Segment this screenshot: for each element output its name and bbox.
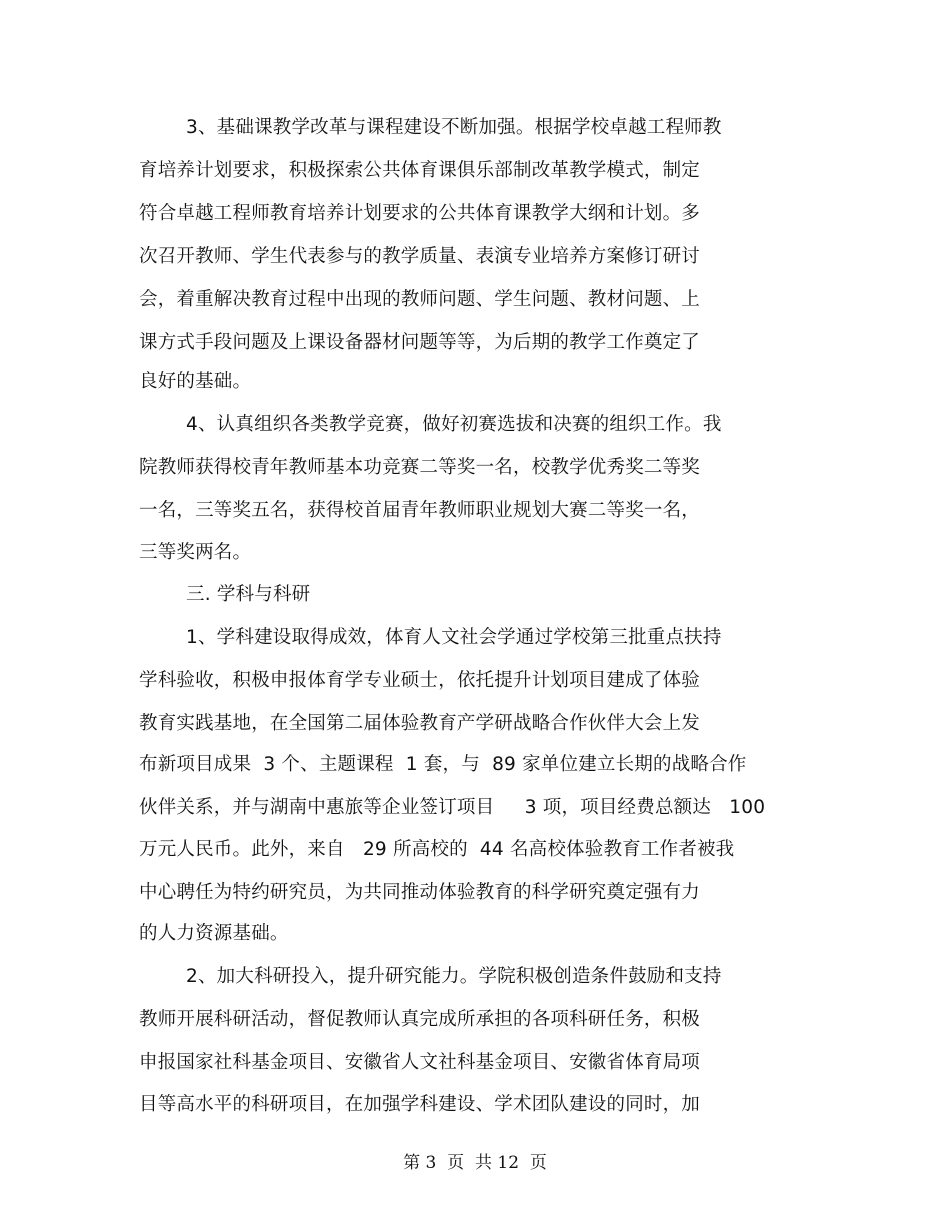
body-text-line: 2、加大科研投入，提升研究能力。学院积极创造条件鼓励和支持 xyxy=(186,966,722,987)
body-text-line: 4、认真组织各类教学竞赛，做好初赛选拔和决赛的组织工作。我 xyxy=(186,414,722,435)
body-text-line: 良好的基础。 xyxy=(139,371,252,392)
body-text-line: 1、学科建设取得成效，体育人文社会学通过学校第三批重点扶持 xyxy=(186,627,722,648)
body-text-line: 会，着重解决教育过程中出现的教师问题、学生问题、教材问题、上 xyxy=(139,289,701,310)
body-text-line: 中心聘任为特约研究员，为共同推动体验教育的科学研究奠定强有力 xyxy=(139,882,701,903)
body-text-line: 教育实践基地，在全国第二届体验教育产学研战略合作伙伴大会上发 xyxy=(139,713,701,734)
section-heading: 三. 学科与科研 xyxy=(186,584,311,605)
body-text-line: 一名，三等奖五名，获得校首届青年教师职业规划大赛二等奖一名， xyxy=(139,500,701,521)
page-number-footer: 第 3 页 共 12 页 xyxy=(403,1153,547,1173)
body-text-line: 三等奖两名。 xyxy=(139,542,252,563)
body-text-line: 次召开教师、学生代表参与的教学质量、表演专业培养方案修订研讨 xyxy=(139,246,701,267)
body-text-line: 育培养计划要求，积极探索公共体育课俱乐部制改革教学模式，制定 xyxy=(139,160,701,181)
body-text-line: 院教师获得校青年教师基本功竞赛二等奖一名，校教学优秀奖二等奖 xyxy=(139,457,701,478)
body-text-line: 申报国家社科基金项目、安徽省人文社科基金项目、安徽省体育局项 xyxy=(139,1052,701,1073)
body-text-line: 万元人民币。此外，来自 29 所高校的 44 名高校体验教育工作者被我 xyxy=(139,839,735,860)
body-text-line: 伙伴关系，并与湖南中惠旅等企业签订项目 3 项，项目经费总额达 100 xyxy=(139,797,766,818)
body-text-line: 3、基础课教学改革与课程建设不断加强。根据学校卓越工程师教 xyxy=(186,117,722,138)
body-text-line: 学科验收，积极申报体育学专业硕士，依托提升计划项目建成了体验 xyxy=(139,670,701,691)
body-text-line: 符合卓越工程师教育培养计划要求的公共体育课教学大纲和计划。多 xyxy=(139,203,701,224)
body-text-line: 的人力资源基础。 xyxy=(139,923,289,944)
body-text-line: 教师开展科研活动，督促教师认真完成所承担的各项科研任务，积极 xyxy=(139,1009,701,1030)
body-text-line: 布新项目成果 3 个、主题课程 1 套，与 89 家单位建立长期的战略合作 xyxy=(139,754,747,775)
body-text-line: 课方式手段问题及上课设备器材问题等等，为后期的教学工作奠定了 xyxy=(139,332,701,353)
body-text-line: 目等高水平的科研项目，在加强学科建设、学术团队建设的同时，加 xyxy=(139,1094,701,1115)
